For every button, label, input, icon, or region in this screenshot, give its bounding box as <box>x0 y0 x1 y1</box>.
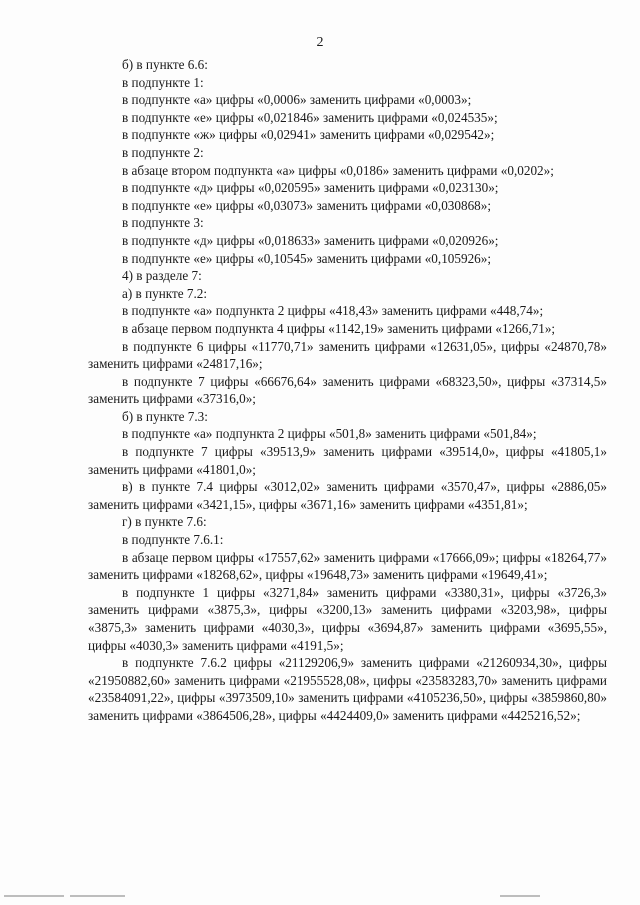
page-number: 2 <box>316 35 324 50</box>
paragraph: в подпункте 1 цифры «3271,84» заменить цифрами «3380,31», цифры «3726,3» заменить цифрами «3875,3», цифры «3200,13» заменить цифрами «3203,98», цифры «3875,3» заменить цифрами «4030,3», цифры «3694,87» заменить цифрами «3695,55», цифры «4030,3» заменить цифрами «4191,5»; <box>88 584 607 653</box>
paragraph: 4) в разделе 7: <box>122 268 202 284</box>
paragraph: в подпункте 6 цифры «11770,71» заменить цифрами «12631,05», цифры «24870,78» заменить цифрами «24817,16»; <box>88 338 607 372</box>
paragraph: в подпункте «е» цифры «0,03073» заменить цифрами «0,030868»; <box>122 197 492 213</box>
paragraph: в абзаце втором подпункта «а» цифры «0,0186» заменить цифрами «0,0202»; <box>122 162 554 178</box>
paragraph: в подпункте «а» цифры «0,0006» заменить цифрами «0,0003»; <box>122 92 472 108</box>
paragraph: в подпункте 7 цифры «39513,9» заменить цифрами «39514,0», цифры «41805,1» заменить цифрами «41801,0»; <box>88 444 607 477</box>
paragraph: в подпункте «д» цифры «0,020595» заменить цифрами «0,023130»; <box>122 180 499 196</box>
scan-artifacts <box>0 895 640 905</box>
scan-mark <box>70 895 125 897</box>
paragraph: в подпункте «е» цифры «0,021846» заменить цифрами «0,024535»; <box>122 109 498 125</box>
paragraph: б) в пункте 6.6: <box>122 57 208 72</box>
paragraph: в) в пункте 7.4 цифры «3012,02» заменить цифрами «3570,47», цифры «2886,05» заменить цифрами «3421,15», цифры «3671,16» заменить цифрами «4351,81»; <box>88 479 607 512</box>
document-body <box>88 56 607 725</box>
paragraph: в подпункте «д» цифры «0,018633» заменить цифрами «0,020926»; <box>122 232 499 248</box>
paragraph: в подпункте 3: <box>122 215 204 231</box>
paragraph: в подпункте 1: <box>122 74 204 90</box>
scan-mark <box>4 895 64 897</box>
paragraph: в подпункте «е» цифры «0,10545» заменить цифрами «0,105926»; <box>122 250 492 266</box>
paragraph: в подпункте «а» подпункта 2 цифры «418,43» заменить цифрами «448,74»; <box>122 303 544 319</box>
paragraph: в абзаце первом подпункта 4 цифры «1142,19» заменить цифрами «1266,71»; <box>122 320 556 336</box>
paragraph: в подпункте 2: <box>122 144 204 160</box>
paragraph: в подпункте 7.6.2 цифры «21129206,9» заменить цифрами «21260934,30», цифры «21950882,60» заменить цифрами «21955528,08», цифры «23583283,70» заменить цифрами «23584091,22», цифры «3973509,10» заменить цифрами «4105236,50», цифры «3859860,80» заменить цифрами «3864506,28», цифры «4424409,0» заменить цифрами «4425216,52»; <box>88 655 607 723</box>
paragraph: в подпункте «а» подпункта 2 цифры «501,8» заменить цифрами «501,84»; <box>122 426 537 442</box>
paragraph: в подпункте «ж» цифры «0,02941» заменить цифрами «0,029542»; <box>122 127 495 143</box>
paragraph: б) в пункте 7.3: <box>122 408 208 424</box>
paragraph: г) в пункте 7.6: <box>122 514 207 530</box>
paragraph: а) в пункте 7.2: <box>122 285 208 301</box>
paragraph: в подпункте 7.6.1: <box>122 532 224 548</box>
paragraph: в абзаце первом цифры «17557,62» заменить цифрами «17666,09»; цифры «18264,77» заменить цифрами «18268,62», цифры «19648,73» заменить цифрами «19649,41»; <box>88 549 607 583</box>
scan-mark <box>500 895 540 897</box>
paragraph: в подпункте 7 цифры «66676,64» заменить цифрами «68323,50», цифры «37314,5» заменить цифрами «37316,0»; <box>88 373 607 407</box>
